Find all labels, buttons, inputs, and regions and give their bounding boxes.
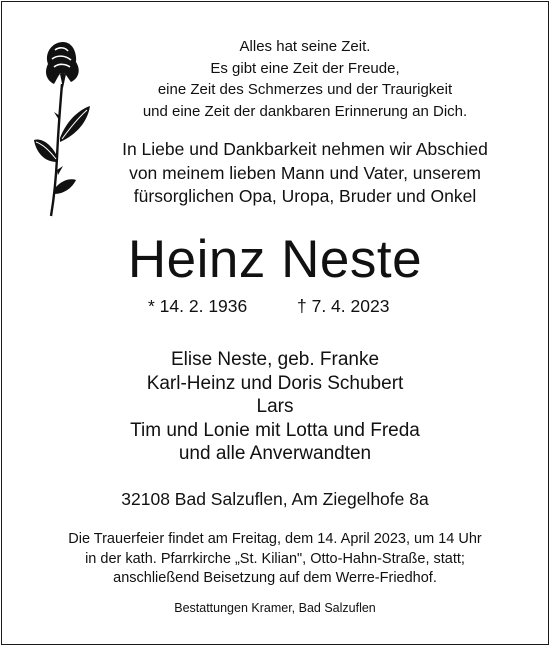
obituary-notice xyxy=(1,1,549,645)
family-address: 32108 Bad Salzuflen, Am Ziegelhofe 8a xyxy=(121,489,429,509)
mourner-line: und alle Anverwandten xyxy=(178,443,372,464)
motto-verse xyxy=(32,36,550,122)
mourner-line: Tim und Lonie mit Lotta und Freda xyxy=(130,419,420,441)
motto-line: eine Zeit des Schmerzes und der Traurigkeit xyxy=(157,81,453,98)
motto-line: und eine Zeit der dankbaren Erinnerung an Dich. xyxy=(142,102,468,120)
mourner-line: Karl-Heinz und Doris Schubert xyxy=(146,372,404,394)
intro-line: In Liebe und Dankbarkeit nehmen wir Abschied xyxy=(122,139,488,159)
mourner-line: Elise Neste, geb. Franke xyxy=(170,349,380,370)
intro-line: von meinem lieben Mann und Vater, unserem xyxy=(129,162,481,183)
service-line: Die Trauerfeier findet am Freitag, dem 14. April 2023, um 14 Uhr xyxy=(68,531,482,547)
farewell-intro xyxy=(32,138,550,209)
motto-line: Alles hat seine Zeit. xyxy=(239,38,371,55)
funeral-service-info xyxy=(2,530,548,589)
service-line: in der kath. Pfarrkirche „St. Kilian", Otto-Hahn-Straße, statt; xyxy=(85,550,465,567)
mourner-line: Lars xyxy=(256,396,294,417)
undertaker-credit: Bestattungen Kramer, Bad Salzuflen xyxy=(174,601,376,615)
deceased-name: Heinz Neste xyxy=(127,230,423,289)
mourners-list xyxy=(2,348,548,466)
death-date: † 7. 4. 2023 xyxy=(297,296,390,316)
service-line: anschließend Beisetzung auf dem Werre-Friedhof. xyxy=(113,570,437,586)
birth-date: * 14. 2. 1936 xyxy=(148,296,248,316)
motto-line: Es gibt eine Zeit der Freude, xyxy=(210,59,400,77)
intro-line: fürsorglichen Opa, Uropa, Bruder und Onkel xyxy=(133,186,477,206)
